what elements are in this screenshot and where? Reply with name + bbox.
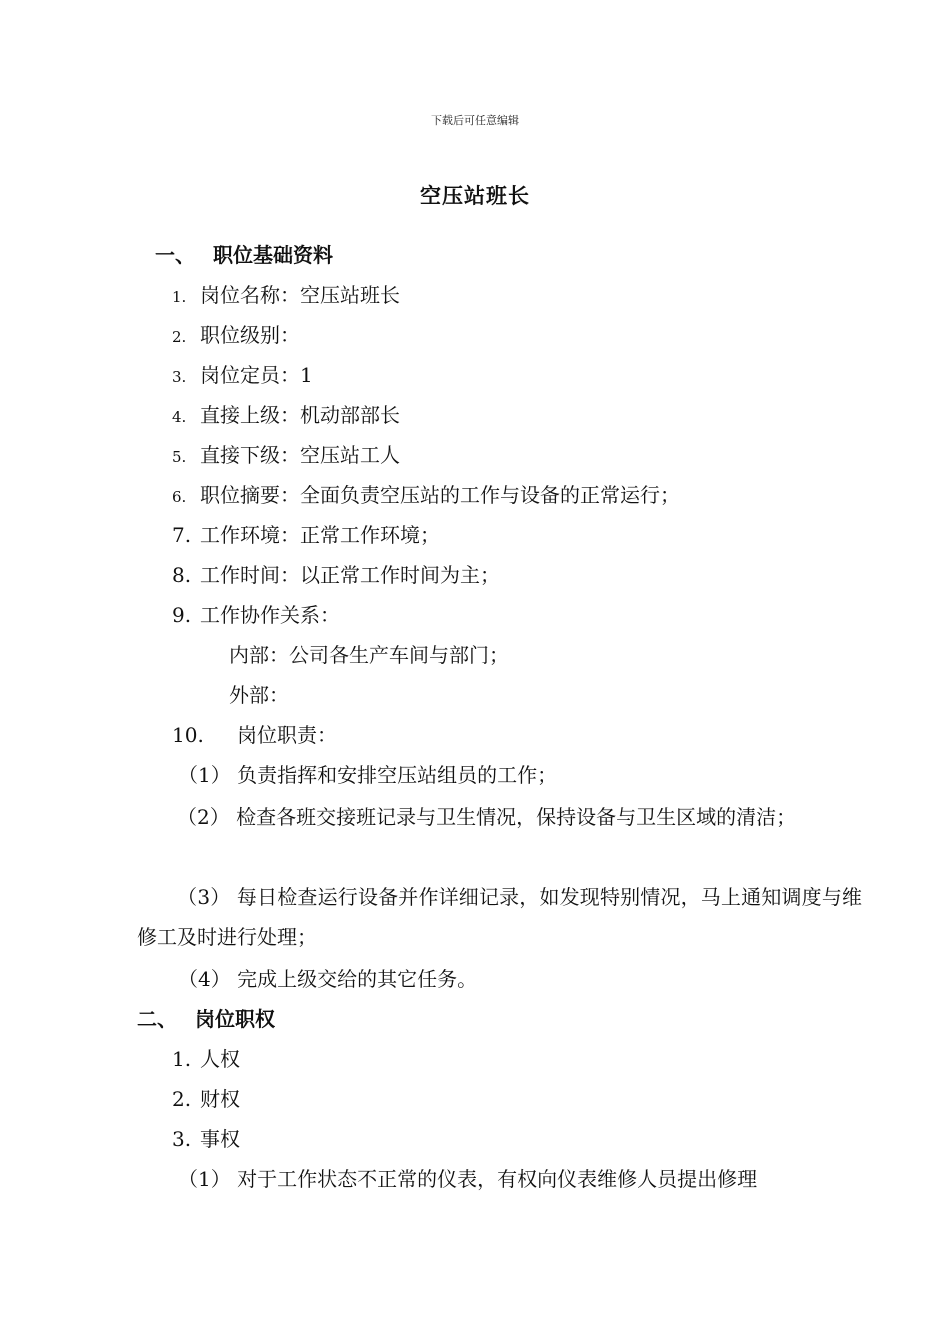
section1-heading <box>155 241 333 269</box>
section2-title: 岗位职权 <box>195 1007 275 1031</box>
duty-item: （4） 完成上级交给的其它任务。 <box>178 967 478 991</box>
list-item: 1. 岗位名称：空压站班长 <box>172 283 400 307</box>
duty-item: （2） 检查各班交接班记录与卫生情况，保持设备与卫生区域的清洁； <box>177 805 797 829</box>
section2-number: 二、 <box>137 1007 177 1031</box>
list-item: 5. 直接下级：空压站工人 <box>172 443 400 467</box>
list-item: 8. 工作时间：以正常工作时间为主； <box>172 563 500 587</box>
relation-external: 外部： <box>229 683 289 707</box>
list-item: 7. 工作环境：正常工作环境； <box>172 523 440 547</box>
list-item: 2. 职位级别： <box>172 323 300 347</box>
duty-item: （3） 每日检查运行设备并作详细记录，如发现特别情况，马上通知调度与维修工及时进行处理； <box>137 885 862 949</box>
authority-item: （1） 对于工作状态不正常的仪表，有权向仪表维修人员提出修理 <box>178 1167 758 1191</box>
duty-item: （1） 负责指挥和安排空压站组员的工作； <box>178 763 558 787</box>
list-item: 2. 财权 <box>172 1087 240 1111</box>
list-item: 1. 人权 <box>172 1047 240 1071</box>
list-item: 9. 工作协作关系： <box>172 603 340 627</box>
list-item: 6. 职位摘要：全面负责空压站的工作与设备的正常运行； <box>172 483 680 507</box>
list-item: 10. 岗位职责： <box>172 723 337 747</box>
section1-number: 一、 <box>155 243 195 267</box>
list-item: 4. 直接上级：机动部部长 <box>172 403 400 427</box>
section1-title: 职位基础资料 <box>213 243 333 267</box>
page-title: 空压站班长 <box>420 183 530 208</box>
list-item: 3. 岗位定员：1 <box>172 363 313 387</box>
section2-heading <box>137 1005 275 1033</box>
list-item: 3. 事权 <box>172 1127 240 1151</box>
relation-internal: 内部：公司各生产车间与部门； <box>229 643 509 667</box>
header-note: 下载后可任意编辑 <box>431 114 519 127</box>
